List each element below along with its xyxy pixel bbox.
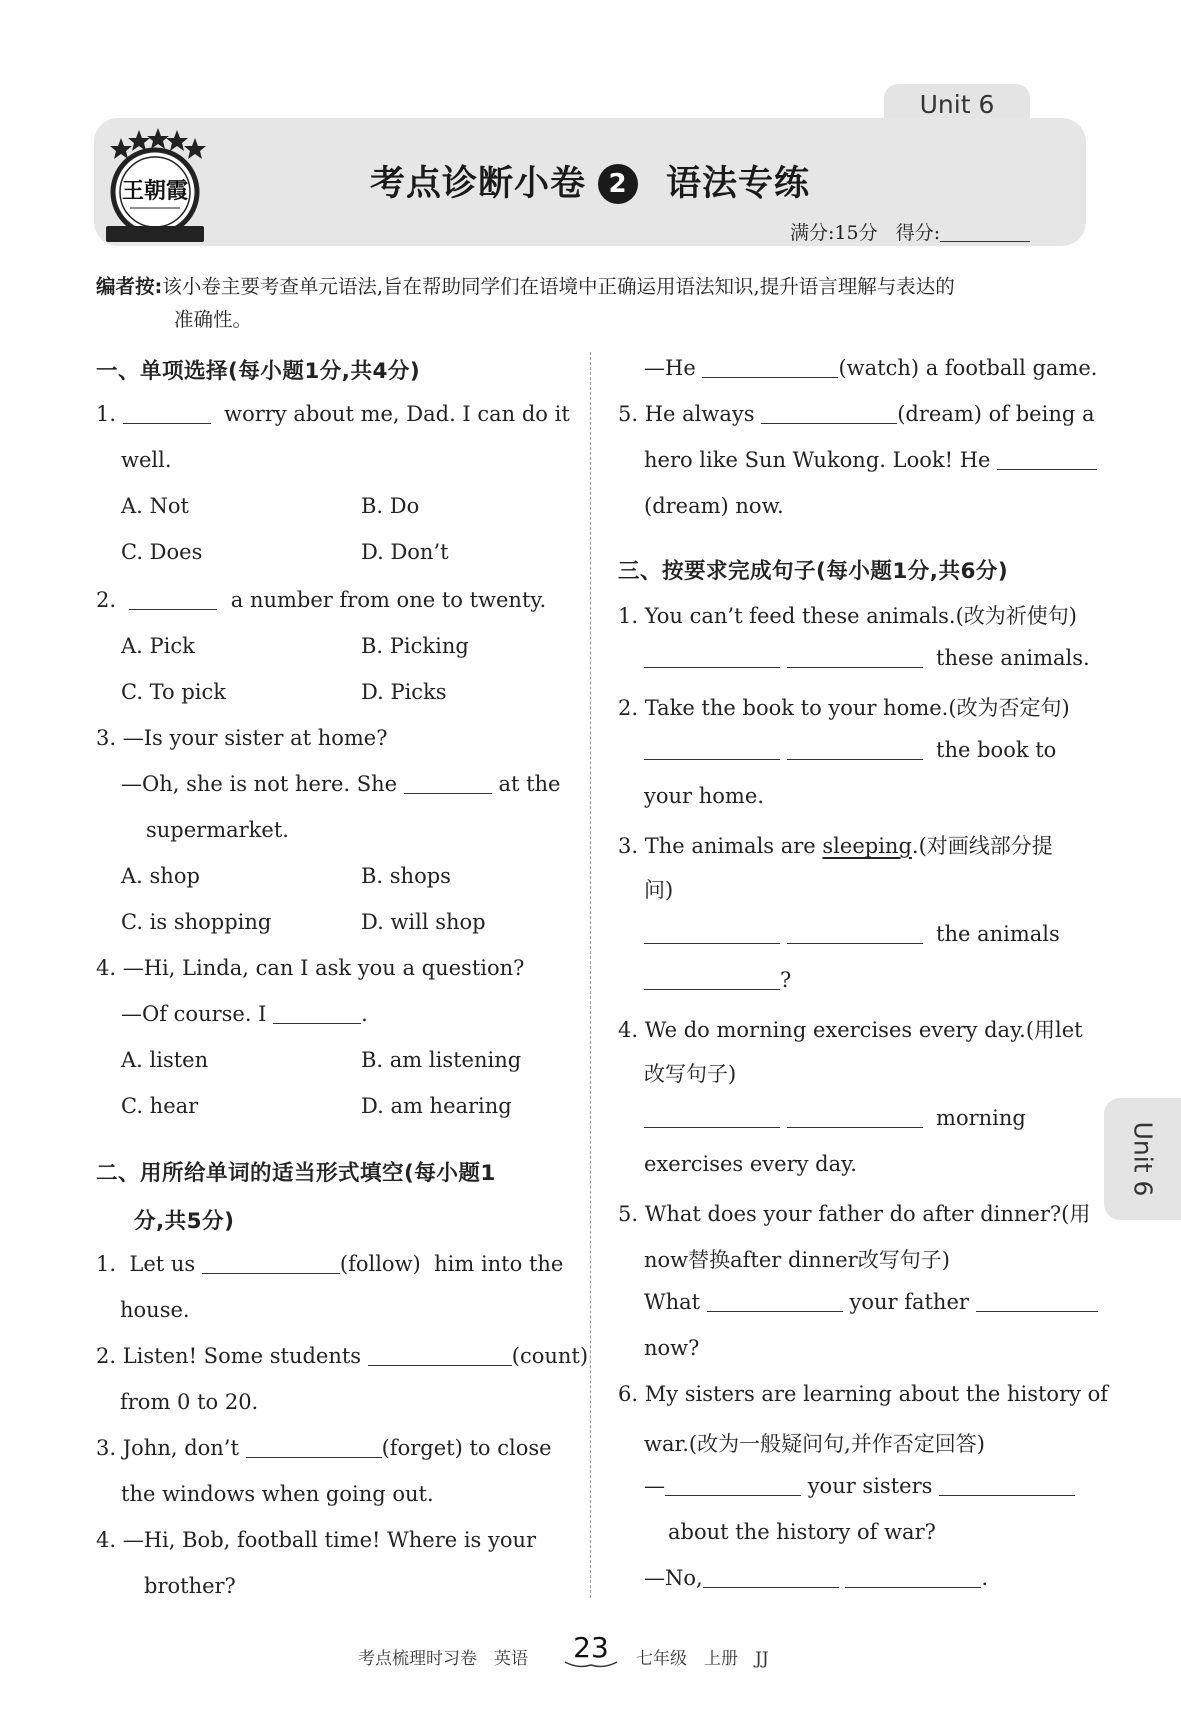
given-word: (count) bbox=[511, 1344, 589, 1368]
q-text: We do morning exercises every day.(用let bbox=[644, 1018, 1083, 1042]
q-text-part: . bbox=[981, 1566, 989, 1590]
q-number: 3. bbox=[618, 834, 639, 858]
answer-blank[interactable] bbox=[202, 1253, 340, 1274]
q-text: a number from one to twenty. bbox=[230, 588, 547, 612]
s2-q5 bbox=[618, 402, 1094, 426]
q-text-cont: your home. bbox=[644, 784, 764, 808]
s1-q1 bbox=[96, 402, 570, 426]
q-text-cont bbox=[121, 772, 560, 796]
answer-blank[interactable] bbox=[129, 589, 217, 610]
answer-blank[interactable] bbox=[845, 1567, 981, 1588]
editor-note-line1: 该小卷主要考查单元语法,旨在帮助同学们在语境中正确运用语法知识,提升语言理解与表达的 bbox=[162, 275, 955, 298]
q-text-part: — bbox=[644, 1474, 665, 1498]
s3-q3 bbox=[618, 830, 1053, 860]
s3-q6 bbox=[618, 1382, 1108, 1406]
q-number: 1. bbox=[618, 604, 639, 628]
q-text-part: —Oh, she is not here. She bbox=[121, 772, 398, 796]
page-footer bbox=[0, 1630, 1181, 1670]
q-number: 1. bbox=[96, 1252, 117, 1276]
option-c[interactable]: C. hear bbox=[121, 1094, 199, 1118]
answer-line bbox=[644, 738, 1056, 762]
score-blank[interactable] bbox=[940, 223, 1030, 242]
option-c[interactable]: C. Does bbox=[121, 540, 203, 564]
q-text: worry about me, Dad. I can do it bbox=[224, 402, 570, 426]
q-text-cont: (dream) now. bbox=[644, 494, 784, 518]
q-number: 4. bbox=[618, 1018, 639, 1042]
q-text: Take the book to your home.(改为否定句) bbox=[644, 696, 1070, 720]
q-text-cont: now替换after dinner改写句子) bbox=[644, 1248, 950, 1272]
option-d[interactable]: D. Don’t bbox=[361, 540, 449, 564]
editor-note bbox=[96, 270, 1086, 336]
q-number: 5. bbox=[618, 402, 639, 426]
title-part-b: 语法专练 bbox=[666, 164, 811, 204]
answer-blank[interactable] bbox=[644, 647, 780, 668]
option-a[interactable]: A. shop bbox=[121, 864, 200, 888]
q-number: 4. bbox=[96, 1528, 117, 1552]
footer-grade-info: 七年级 上册 JJ bbox=[636, 1649, 769, 1669]
full-score: 满分:15分 bbox=[790, 222, 878, 244]
score-got-label: 得分: bbox=[895, 222, 941, 244]
q-text-part: —Of course. I bbox=[121, 1002, 267, 1026]
given-word: (dream) bbox=[897, 402, 982, 426]
unit-tab-label: Unit 6 bbox=[919, 89, 995, 119]
q-number: 5. bbox=[618, 1202, 639, 1226]
option-d[interactable]: D. will shop bbox=[361, 910, 486, 934]
q-text-cont: house. bbox=[120, 1298, 190, 1322]
q-number: 1. bbox=[96, 402, 117, 426]
answer-blank[interactable] bbox=[703, 1567, 839, 1588]
given-word: (follow) bbox=[339, 1252, 421, 1276]
title-number-badge: 2 bbox=[598, 164, 638, 204]
option-b[interactable]: B. Picking bbox=[361, 634, 469, 658]
q-number: 4. bbox=[96, 956, 117, 980]
q-text: John, don’t bbox=[122, 1436, 239, 1460]
option-a[interactable]: A. Pick bbox=[121, 634, 195, 658]
q-number: 3. bbox=[96, 726, 117, 750]
q-text: He always bbox=[644, 402, 755, 426]
q-text: him into the bbox=[434, 1252, 564, 1276]
answer-blank[interactable] bbox=[787, 647, 923, 668]
answer-blank[interactable] bbox=[787, 1107, 923, 1128]
q-text: —Hi, Linda, can I ask you a question? bbox=[122, 956, 525, 980]
answer-blank[interactable] bbox=[644, 923, 780, 944]
column-divider bbox=[590, 352, 591, 1598]
q-text-cont bbox=[121, 1002, 368, 1026]
q-text-part: hero like Sun Wukong. Look! He bbox=[644, 448, 991, 472]
q-text-cont: from 0 to 20. bbox=[120, 1390, 259, 1414]
q-text-part: ? bbox=[780, 968, 792, 992]
s1-q2 bbox=[96, 588, 546, 612]
q-text-cont: well. bbox=[121, 448, 172, 472]
q-number: 6. bbox=[618, 1382, 639, 1406]
s1-q3 bbox=[96, 726, 387, 750]
q-text-part: at the bbox=[498, 772, 561, 796]
s3-q4 bbox=[618, 1014, 1083, 1044]
answer-blank[interactable] bbox=[273, 1003, 361, 1024]
q-text-cont: 问) bbox=[644, 878, 674, 902]
q-text: —Hi, Bob, football time! Where is your bbox=[122, 1528, 537, 1552]
section-2-title: 二、用所给单词的适当形式填空(每小题1 bbox=[96, 1161, 496, 1186]
option-a[interactable]: A. listen bbox=[121, 1048, 209, 1072]
q-text: Let us bbox=[129, 1252, 196, 1276]
answer-blank[interactable] bbox=[246, 1437, 382, 1458]
page-number: 23 bbox=[573, 1631, 609, 1664]
answer-line bbox=[644, 1106, 1026, 1130]
page-number-book-icon bbox=[564, 1660, 618, 1670]
footer-book-title: 考点梳理时习卷 英语 bbox=[358, 1649, 528, 1669]
q-text: of being a bbox=[988, 402, 1095, 426]
option-d[interactable]: D. Picks bbox=[361, 680, 447, 704]
q-text: to close bbox=[469, 1436, 552, 1460]
answer-blank[interactable] bbox=[702, 357, 838, 378]
q-number: 3. bbox=[96, 1436, 117, 1460]
q-text-part: the book to bbox=[936, 738, 1057, 762]
answer-blank[interactable] bbox=[644, 739, 780, 760]
s1-q4 bbox=[96, 956, 524, 980]
q-text-part: your father bbox=[849, 1290, 969, 1314]
q-text-part: What bbox=[644, 1290, 701, 1314]
title-part-a: 考点诊断小卷 bbox=[369, 164, 586, 204]
s2-q3 bbox=[96, 1436, 552, 1460]
s2-q1 bbox=[96, 1252, 563, 1276]
page-title bbox=[94, 156, 1086, 206]
option-b[interactable]: B. Do bbox=[361, 494, 420, 518]
answer-line bbox=[644, 922, 1060, 946]
section-1-title: 一、单项选择(每小题1分,共4分) bbox=[96, 359, 421, 384]
answer-blank[interactable] bbox=[404, 773, 492, 794]
answer-blank[interactable] bbox=[787, 739, 923, 760]
q-text-cont: supermarket. bbox=[146, 818, 289, 842]
given-word: (forget) bbox=[381, 1436, 463, 1460]
q-text-cont: brother? bbox=[144, 1574, 236, 1598]
q-text-cont: now? bbox=[644, 1336, 700, 1360]
editor-note-line2: 准确性。 bbox=[174, 308, 253, 331]
svg-text:王朝霞: 王朝霞 bbox=[121, 178, 189, 204]
q-text: —Is your sister at home? bbox=[122, 726, 388, 750]
q-number: 2. bbox=[96, 588, 117, 612]
option-d[interactable]: D. am hearing bbox=[361, 1094, 512, 1118]
option-a[interactable]: A. Not bbox=[121, 494, 189, 518]
answer-blank[interactable] bbox=[368, 1345, 512, 1366]
q-text-cont: about the history of war? bbox=[668, 1520, 936, 1544]
section-2-title-cont: 分,共5分) bbox=[134, 1209, 235, 1234]
answer-blank[interactable] bbox=[123, 403, 211, 424]
unit-side-tab bbox=[1104, 1098, 1181, 1220]
answer-blank[interactable] bbox=[787, 923, 923, 944]
q-text-part: —No, bbox=[644, 1566, 703, 1590]
q-text-part: . bbox=[361, 1002, 368, 1026]
answer-blank[interactable] bbox=[997, 449, 1097, 470]
q-text: You can’t feed these animals.(改为祈使句) bbox=[644, 604, 1077, 628]
underlined-word: sleeping bbox=[822, 834, 912, 858]
s2-q4 bbox=[96, 1528, 536, 1552]
q-text-part: these animals. bbox=[936, 646, 1090, 670]
q-text-part: —He bbox=[644, 356, 696, 380]
answer-line bbox=[644, 1474, 1075, 1498]
q-text-cont: the windows when going out. bbox=[121, 1482, 434, 1506]
option-b[interactable]: B. am listening bbox=[361, 1048, 522, 1072]
q-number: 2. bbox=[618, 696, 639, 720]
unit-side-tab-label: Unit 6 bbox=[1128, 1121, 1157, 1197]
option-b[interactable]: B. shops bbox=[361, 864, 451, 888]
q-text: My sisters are learning about the history of bbox=[644, 1382, 1109, 1406]
answer-line bbox=[644, 1566, 988, 1590]
q-text-part: the animals bbox=[936, 922, 1060, 946]
answer-blank[interactable] bbox=[976, 1291, 1098, 1312]
q-text-cont: war.(改为一般疑问句,并作否定回答) bbox=[644, 1432, 985, 1456]
option-c[interactable]: C. is shopping bbox=[121, 910, 272, 934]
answer-blank[interactable] bbox=[761, 403, 897, 424]
answer-line bbox=[644, 1290, 1098, 1314]
answer-line bbox=[644, 968, 791, 992]
editor-note-label: 编者按: bbox=[96, 275, 163, 298]
answer-blank[interactable] bbox=[939, 1475, 1075, 1496]
q-number: 2. bbox=[96, 1344, 117, 1368]
q-text-cont: 改写句子) bbox=[644, 1062, 737, 1086]
q-text-part: your sisters bbox=[807, 1474, 933, 1498]
s2-q2 bbox=[96, 1344, 588, 1368]
q-text-cont bbox=[644, 448, 1097, 472]
q-text-part: morning bbox=[936, 1106, 1026, 1130]
answer-blank[interactable] bbox=[707, 1291, 843, 1312]
q-text-cont: exercises every day. bbox=[644, 1152, 857, 1176]
s3-q2 bbox=[618, 692, 1070, 722]
score-line bbox=[790, 218, 1030, 245]
section-3-title: 三、按要求完成句子(每小题1分,共6分) bbox=[618, 559, 1009, 584]
s3-q1 bbox=[618, 600, 1077, 630]
answer-blank[interactable] bbox=[665, 1475, 801, 1496]
answer-blank[interactable] bbox=[644, 969, 780, 990]
s3-q5 bbox=[618, 1198, 1090, 1228]
s2-q4-cont bbox=[644, 356, 1097, 380]
q-text-part: (watch) a football game. bbox=[838, 356, 1098, 380]
answer-blank[interactable] bbox=[644, 1107, 780, 1128]
q-text-part: The animals are bbox=[644, 834, 816, 858]
q-text: What does your father do after dinner?(用 bbox=[644, 1202, 1091, 1226]
q-text: Listen! Some students bbox=[122, 1344, 362, 1368]
q-text-part: .(对画线部分提 bbox=[911, 834, 1053, 858]
answer-line bbox=[644, 646, 1090, 670]
option-c[interactable]: C. To pick bbox=[121, 680, 227, 704]
